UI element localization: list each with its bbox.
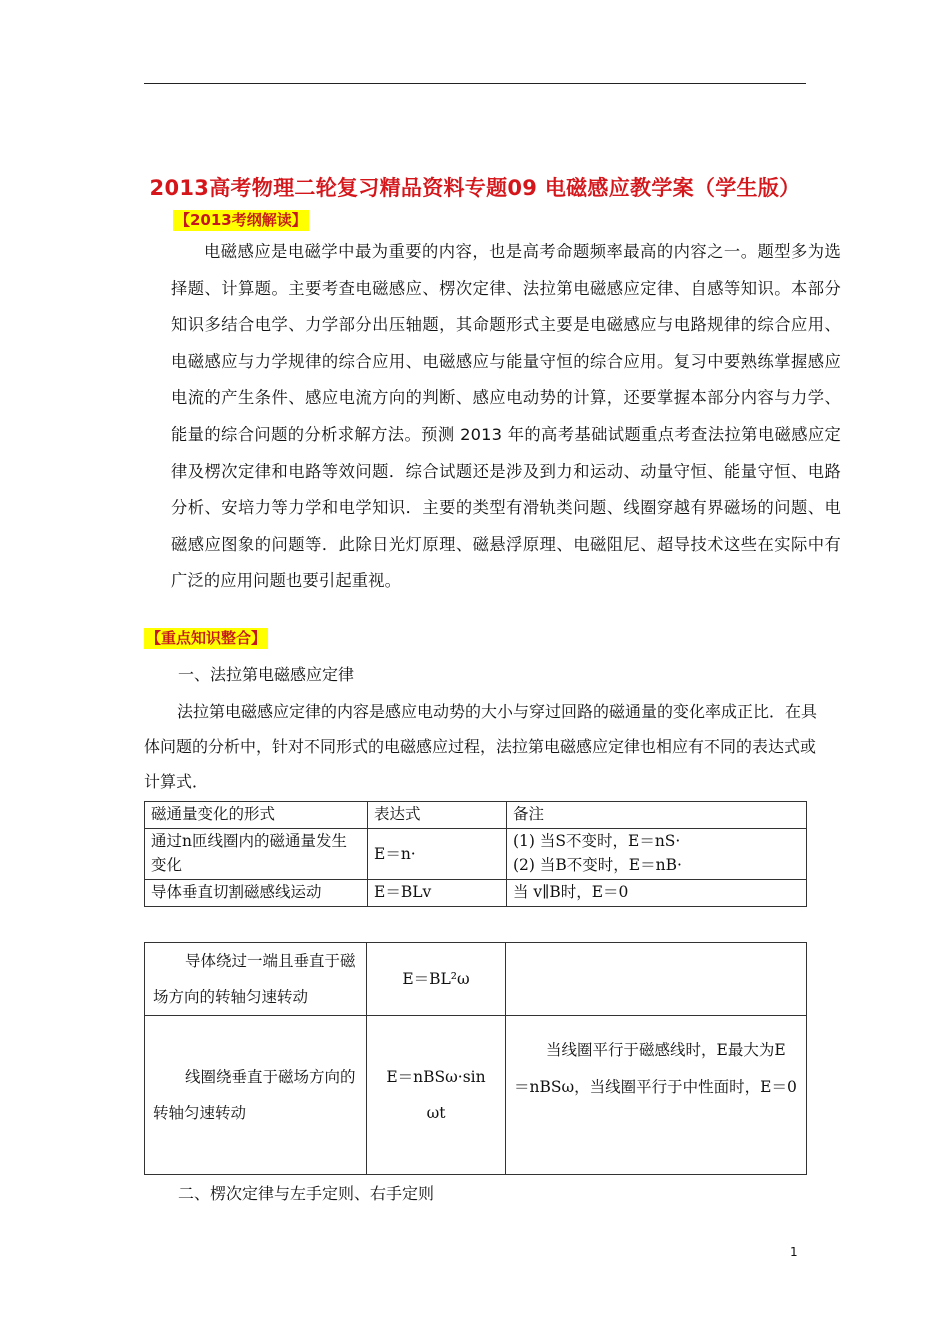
- table-header-row: [145, 802, 807, 829]
- heading-faraday-law: 一、法拉第电磁感应定律: [178, 665, 355, 684]
- cell-form: 通过n匝线圈内的磁通量发生变化: [145, 829, 368, 880]
- document-title: 2013高考物理二轮复习精品资料专题09 电磁感应教学案（学生版）: [149, 176, 801, 200]
- cell-form: 导体垂直切割磁感线运动: [145, 880, 368, 907]
- cell-expression: E＝BLv: [368, 880, 507, 907]
- cell-form: 导体绕过一端且垂直于磁场方向的转轴匀速转动: [145, 943, 367, 1016]
- section-tag-key-knowledge: 【重点知识整合】: [146, 629, 267, 647]
- heading-lenz-law: 二、楞次定律与左手定则、右手定则: [178, 1184, 435, 1203]
- expression-table: [144, 801, 807, 907]
- table-row: [145, 880, 807, 907]
- page-number: 1: [790, 1245, 798, 1259]
- rotation-table: [144, 942, 807, 1175]
- table-row: [145, 943, 807, 1016]
- note-line: (1) 当S不变时，E＝nS·: [513, 832, 681, 850]
- cell-note: [506, 943, 807, 1016]
- header-rule: [144, 83, 806, 84]
- section-tag-syllabus: 【2013考纲解读】: [175, 211, 307, 229]
- faraday-law-paragraph: 法拉第电磁感应定律的内容是感应电动势的大小与穿过回路的磁通量的变化率成正比．在具体问题的分析中，针对不同形式的电磁感应过程，法拉第电磁感应定律也相应有不同的表达式或计算式．: [144, 702, 818, 791]
- cell-note: 当线圈平行于磁感线时，E最大为E＝nBSω，当线圈平行于中性面时，E＝0: [506, 1016, 807, 1175]
- header-form: 磁通量变化的形式: [145, 802, 368, 829]
- cell-expression: E＝nBSω·sin ωt: [367, 1016, 506, 1175]
- cell-expression: E＝n·: [368, 829, 507, 880]
- note-line: (2) 当B不变时，E＝nB·: [513, 856, 682, 874]
- header-note: 备注: [507, 802, 807, 829]
- table-row: [145, 1016, 807, 1175]
- table-row: [145, 829, 807, 880]
- syllabus-paragraph: 电磁感应是电磁学中最为重要的内容，也是高考命题频率最高的内容之一。题型多为选择题、计算题。主要考查电磁感应、楞次定律、法拉第电磁感应定律、自感等知识。本部分知识多结合电学、力学部分出压轴题，其命题形式主要是电磁感应与电路规律的综合应用、电磁感应与力学规律的综合应用、电磁感应与能量守恒的综合应用。复习中要熟练掌握感应电流的产生条件、感应电流方向的判断、感应电动势的计算，还要掌握本部分内容与力学、能量的综合问题的分析求解方法。预测 2013 年的高考基础试题重点考查法拉第电磁感应定律及楞次定律和电路等效问题．综合试题还是涉及到力和运动、动量守恒、能量守恒、电路分析、安培力等力学和电学知识．主要的类型有滑轨类问题、线圈穿越有界磁场的问题、电磁感应图象的问题等．此除日光灯原理、磁悬浮原理、电磁阻尼、超导技术这些在实际中有广泛的应用问题也要引起重视。: [171, 242, 841, 591]
- header-expression: 表达式: [368, 802, 507, 829]
- cell-note: [507, 829, 807, 880]
- cell-note: 当 v∥B时，E＝0: [507, 880, 807, 907]
- cell-expression: E＝BL²ω: [367, 943, 506, 1016]
- cell-form: 线圈绕垂直于磁场方向的转轴匀速转动: [145, 1016, 367, 1175]
